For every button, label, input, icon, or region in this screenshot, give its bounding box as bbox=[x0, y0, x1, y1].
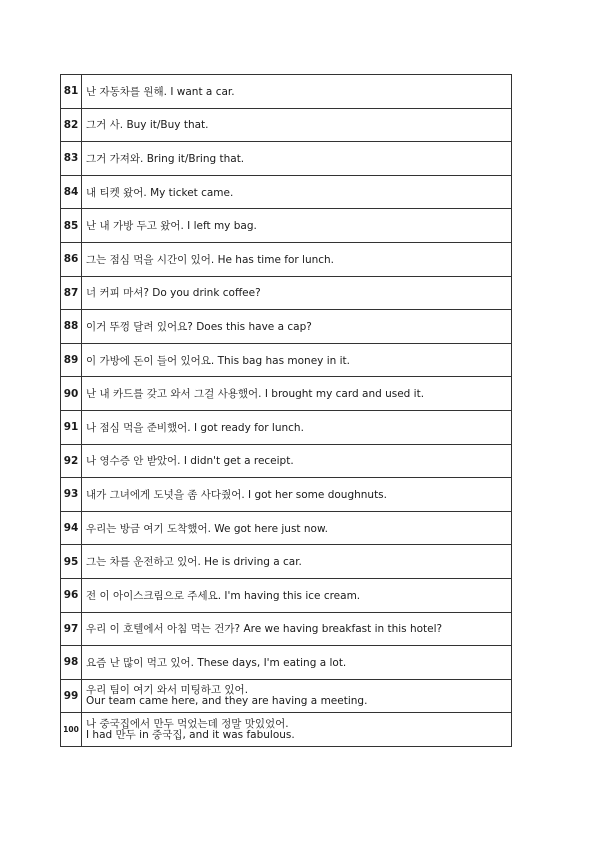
row-number: 100 bbox=[61, 713, 82, 747]
sentence-korean: 우리 팀이 여기 와서 미팅하고 있어. bbox=[86, 683, 249, 696]
sentence-text: 요즘 난 많이 먹고 있어. These days, I'm eating a lot. bbox=[82, 646, 512, 680]
row-number: 97 bbox=[61, 612, 82, 646]
sentence-text: 나 영수증 안 받았어. I didn't get a receipt. bbox=[82, 444, 512, 478]
sentence-text bbox=[82, 713, 512, 747]
table-row bbox=[61, 713, 512, 747]
row-number: 89 bbox=[61, 343, 82, 377]
sentence-text bbox=[82, 679, 512, 713]
table-row bbox=[61, 679, 512, 713]
sentence-text: 난 내 카드를 갖고 와서 그걸 사용했어. I brought my card and used it. bbox=[82, 377, 512, 411]
table-row bbox=[61, 209, 512, 243]
row-number: 99 bbox=[61, 679, 82, 713]
row-number: 84 bbox=[61, 175, 82, 209]
table-row bbox=[61, 410, 512, 444]
row-number: 96 bbox=[61, 578, 82, 612]
sentence-text: 그는 점심 먹을 시간이 있어. He has time for lunch. bbox=[82, 242, 512, 276]
sentence-korean: 나 중국집에서 만두 먹었는데 정말 맛있었어. bbox=[86, 717, 289, 730]
sentence-text: 난 자동차를 원해. I want a car. bbox=[82, 75, 512, 109]
sentence-text: 우리 이 호텔에서 아침 먹는 건가? Are we having breakfast in this hotel? bbox=[82, 612, 512, 646]
row-number: 98 bbox=[61, 646, 82, 680]
row-number: 93 bbox=[61, 478, 82, 512]
sentence-text: 내가 그녀에게 도넛을 좀 사다줬어. I got her some doughnuts. bbox=[82, 478, 512, 512]
sentence-text: 그는 차를 운전하고 있어. He is driving a car. bbox=[82, 545, 512, 579]
sentence-text: 그거 사. Buy it/Buy that. bbox=[82, 108, 512, 142]
table-row bbox=[61, 545, 512, 579]
table-row bbox=[61, 142, 512, 176]
sentence-table bbox=[60, 74, 512, 747]
row-number: 92 bbox=[61, 444, 82, 478]
row-number: 86 bbox=[61, 242, 82, 276]
row-number: 94 bbox=[61, 511, 82, 545]
table-row bbox=[61, 511, 512, 545]
row-number: 91 bbox=[61, 410, 82, 444]
sentence-english: I had 만두 in 중국집, and it was fabulous. bbox=[86, 728, 295, 741]
sentence-text: 난 내 가방 두고 왔어. I left my bag. bbox=[82, 209, 512, 243]
row-number: 85 bbox=[61, 209, 82, 243]
row-number: 82 bbox=[61, 108, 82, 142]
table-row bbox=[61, 310, 512, 344]
sentence-text: 이거 뚜껑 달려 있어요? Does this have a cap? bbox=[82, 310, 512, 344]
row-number: 88 bbox=[61, 310, 82, 344]
table-row bbox=[61, 108, 512, 142]
table-row bbox=[61, 612, 512, 646]
sentence-text: 나 점심 먹을 준비했어. I got ready for lunch. bbox=[82, 410, 512, 444]
sentence-text: 그거 가져와. Bring it/Bring that. bbox=[82, 142, 512, 176]
table-row bbox=[61, 478, 512, 512]
table-row bbox=[61, 646, 512, 680]
sentence-english: Our team came here, and they are having a meeting. bbox=[86, 694, 368, 707]
sentence-text: 너 커피 마셔? Do you drink coffee? bbox=[82, 276, 512, 310]
row-number: 87 bbox=[61, 276, 82, 310]
table-row bbox=[61, 444, 512, 478]
table-row bbox=[61, 75, 512, 109]
row-number: 81 bbox=[61, 75, 82, 109]
sentence-text: 내 티켓 왔어. My ticket came. bbox=[82, 175, 512, 209]
sentence-text: 전 이 아이스크림으로 주세요. I'm having this ice cream. bbox=[82, 578, 512, 612]
table-row bbox=[61, 175, 512, 209]
table-row bbox=[61, 578, 512, 612]
table-row bbox=[61, 343, 512, 377]
table-row bbox=[61, 242, 512, 276]
row-number: 90 bbox=[61, 377, 82, 411]
row-number: 83 bbox=[61, 142, 82, 176]
table-row bbox=[61, 377, 512, 411]
row-number: 95 bbox=[61, 545, 82, 579]
sentence-text: 우리는 방금 여기 도착했어. We got here just now. bbox=[82, 511, 512, 545]
table-row bbox=[61, 276, 512, 310]
sentence-text: 이 가방에 돈이 들어 있어요. This bag has money in it. bbox=[82, 343, 512, 377]
